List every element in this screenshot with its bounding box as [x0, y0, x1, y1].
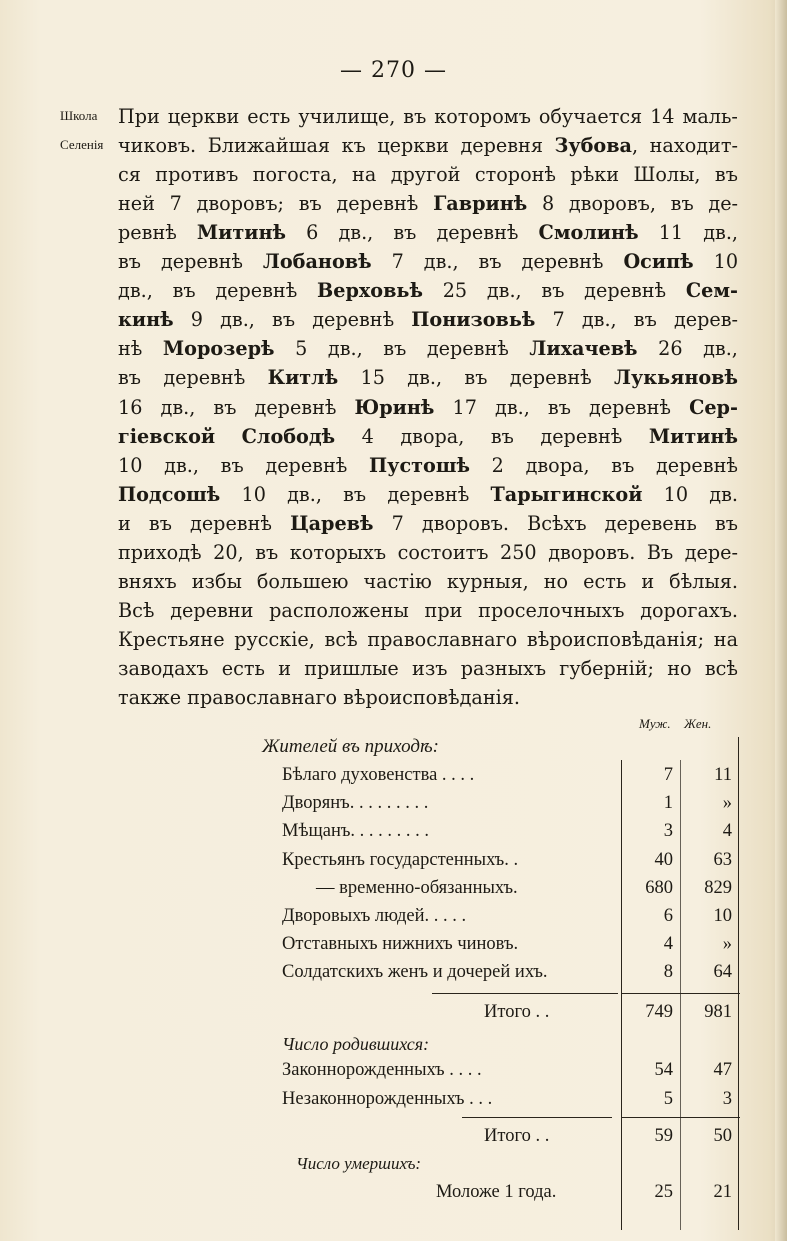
village-name: Подсошѣ [118, 482, 221, 506]
total-rule-2 [462, 1117, 612, 1118]
village-name: Осипѣ [623, 250, 694, 274]
village-name: Лихачевѣ [529, 337, 638, 361]
table-cell-male: 40 [654, 849, 673, 870]
village-name: Царевѣ [290, 511, 374, 535]
table-row-label: Крестьянъ государстенныхъ. . [282, 849, 519, 870]
table-row-label: Незаконнорожденныхъ . . . [282, 1088, 493, 1109]
paragraph-line: При церкви есть училище, въ которомъ обучается 14 маль- [118, 105, 738, 128]
village-name: Морозерѣ [162, 337, 275, 361]
paragraph-line: также православнаго вѣроисповѣданія. [118, 686, 520, 709]
village-name: Сер- [689, 395, 738, 419]
table-row-label: — временно-обязанныхъ. [316, 877, 518, 898]
table-cell-female: 829 [704, 877, 732, 898]
paragraph-line: приходѣ 20, въ которыхъ состоитъ 250 дворовъ. Въ дере- [118, 540, 739, 564]
paragraph-line: гіевской Слободѣ 4 двора, въ деревнѣ Митинѣ [118, 424, 738, 448]
village-name: Лобановѣ [262, 250, 372, 274]
village-name: Слободѣ [241, 424, 336, 448]
paragraph-line: въ деревнѣ Лобановѣ 7 дв., въ деревнѣ Осипѣ 10 [118, 250, 739, 274]
paragraph-line: нѣ Морозерѣ 5 дв., въ деревнѣ Лихачевѣ 26 дв., [118, 337, 738, 361]
village-name: Митинѣ [196, 221, 287, 245]
paragraph-line: Всѣ деревни расположены при проселочныхъ дорогахъ. [118, 598, 739, 622]
table-cell-male: 7 [663, 765, 673, 785]
village-name: Тарыгинской [490, 482, 643, 506]
table-cell-male: 4 [663, 934, 673, 955]
village-name: Юринѣ [354, 395, 435, 419]
column-rule-left [621, 760, 622, 1230]
table-cell-female: 3 [722, 1088, 732, 1109]
table-row-label: Моложе 1 года. [436, 1182, 557, 1202]
table-row-label: Бѣлаго духовенства . . . . [282, 765, 475, 785]
side-note-school: Школа [60, 108, 98, 123]
total-rule-2-numbers [622, 1117, 740, 1118]
village-name: Пустошѣ [369, 453, 470, 477]
paragraph-line: въ деревнѣ Китлѣ 15 дв., въ деревнѣ Лукьяновѣ [118, 366, 738, 390]
table-cell-male: 1 [663, 793, 673, 814]
table-cell-male: 25 [654, 1182, 673, 1202]
table-cell-male: 680 [645, 877, 673, 898]
section-title-residents: Жителей въ приходѣ: [262, 736, 439, 757]
paragraph-line: дв., въ деревнѣ Верховьѣ 25 дв., въ деревнѣ Сем- [118, 279, 738, 303]
table-cell-female: 63 [713, 849, 732, 870]
side-note-settlements: Селенія [60, 137, 104, 152]
village-name: Зубова [554, 134, 632, 158]
table-row-label: Солдатскихъ женъ и дочерей ихъ. [282, 962, 548, 983]
paragraph-line: вняхъ избы большею частію курныя, но есть и бѣлыя. [118, 569, 738, 593]
village-name: Китлѣ [267, 366, 339, 390]
total-label-1: Итого . . [484, 1002, 550, 1022]
section-title-births: Число родившихся: [282, 1034, 430, 1054]
table-cell-male: 54 [654, 1060, 673, 1080]
total-rule-1-numbers [622, 993, 740, 994]
paragraph-line: 16 дв., въ деревнѣ Юринѣ 17 дв., въ деревнѣ Сер- [118, 395, 738, 419]
page-edge [775, 0, 787, 1241]
table-cell-male: 8 [663, 962, 673, 983]
paragraph-line: Крестьяне русскіе, всѣ православнаго вѣроисповѣданія; на [118, 627, 739, 651]
total-female-2: 50 [713, 1126, 732, 1146]
total-male-2: 59 [654, 1126, 673, 1146]
paragraph-line: и въ деревнѣ Царевѣ 7 дворовъ. Всѣхъ деревень въ [118, 511, 738, 535]
column-rule-right [738, 737, 739, 1230]
col-header-female: Жен. [684, 716, 712, 731]
paragraph-line: заводахъ есть и пришлые изъ разныхъ губерній; но всѣ [118, 656, 738, 680]
table-cell-female: 64 [713, 962, 732, 983]
table-cell-male: 6 [663, 906, 673, 926]
village-name: гіевской [118, 424, 216, 448]
table-cell-female: » [722, 934, 732, 955]
table-cell-female: 4 [722, 821, 732, 842]
paragraph-line: 10 дв., въ деревнѣ Пустошѣ 2 двора, въ деревнѣ [118, 453, 738, 477]
total-female-1: 981 [704, 1002, 732, 1022]
paragraph-line: Подсошѣ 10 дв., въ деревнѣ Тарыгинской 10 дв. [118, 482, 738, 506]
total-rule-1 [432, 993, 618, 994]
village-name: Лукьяновѣ [614, 366, 738, 390]
column-rule-middle [680, 760, 681, 1230]
paragraph-line: ней 7 дворовъ; въ деревнѣ Гавринѣ 8 дворовъ, въ де- [118, 192, 739, 216]
village-name: Смолинѣ [538, 221, 639, 245]
table-cell-female: 21 [713, 1182, 732, 1202]
table-row-label: Законнорожденныхъ . . . . [282, 1060, 482, 1080]
section-title-deaths: Число умершихъ: [296, 1154, 422, 1173]
table-cell-male: 3 [663, 821, 673, 842]
paragraph-line: ся противъ погоста, на другой сторонѣ рѣки Шолы, въ [118, 163, 738, 187]
table-row-label: Отставныхъ нижнихъ чиновъ. [282, 934, 519, 955]
total-male-1: 749 [645, 1002, 673, 1022]
table-row-label: Дворовыхъ людей. . . . . [282, 906, 467, 926]
paragraph-line: ревнѣ Митинѣ 6 дв., въ деревнѣ Смолинѣ 11 дв., [118, 221, 739, 245]
village-name: Верховьѣ [317, 279, 423, 303]
table-row-label: Дворянъ. . . . . . . . . [282, 793, 429, 814]
table-row-label: Мѣщанъ. . . . . . . . . [282, 821, 430, 842]
page-number: — 270 — [340, 58, 447, 83]
table-cell-female: 11 [714, 765, 732, 785]
village-name: кинѣ [118, 308, 174, 332]
paragraph-line: чиковъ. Ближайшая къ церкви деревня Зубова, находит- [118, 134, 738, 158]
village-name: Гавринѣ [433, 192, 528, 216]
village-name: Понизовьѣ [411, 308, 536, 332]
table-cell-female: » [722, 793, 732, 814]
total-label-2: Итого . . [484, 1126, 550, 1146]
table-cell-female: 47 [713, 1060, 732, 1080]
village-name: Митинѣ [648, 424, 738, 448]
table-cell-female: 10 [713, 906, 732, 926]
table-cell-male: 5 [663, 1088, 673, 1109]
paragraph-line: кинѣ 9 дв., въ деревнѣ Понизовьѣ 7 дв., въ дерев- [118, 308, 739, 332]
village-name: Сем- [685, 279, 738, 303]
col-header-male: Муж. [639, 716, 671, 731]
